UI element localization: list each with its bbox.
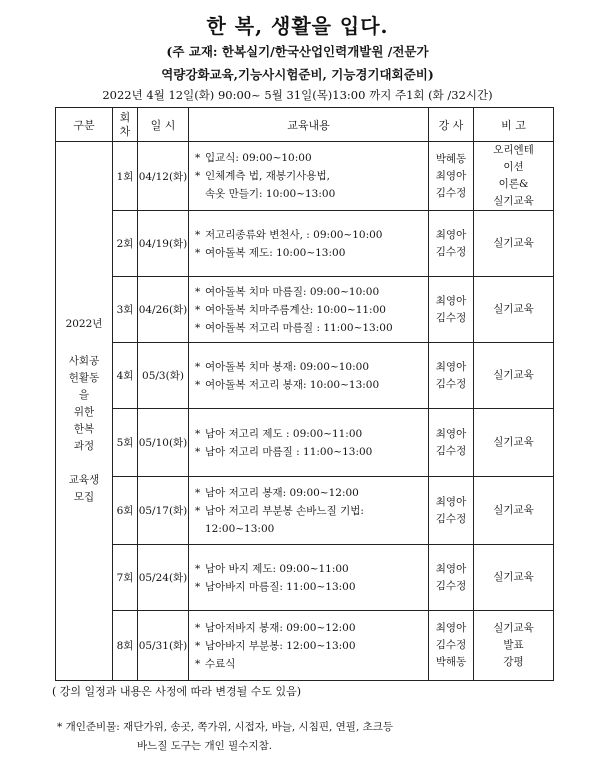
content-item-text: 남아바지 마름질: 11:00~13:00 <box>205 580 356 593</box>
content-list <box>195 484 428 538</box>
bullet-icon: * <box>195 321 201 334</box>
session-cell: 2회 <box>113 211 138 277</box>
content-item-text: 남아 저고리 부분봉 손바느질 기법: <box>205 504 364 517</box>
content-item <box>195 484 428 502</box>
remarks-line: 이션 <box>503 161 524 173</box>
content-item-text: 남아 저고리 제도 : 09:00~11:00 <box>205 427 363 440</box>
instructor-cell <box>429 611 474 681</box>
instructor-name: 최영아 <box>435 427 467 440</box>
content-cell <box>189 343 429 409</box>
bullet-icon: * <box>195 246 201 259</box>
content-cell <box>189 477 429 545</box>
content-item <box>195 520 428 538</box>
content-list <box>195 560 428 596</box>
instructor-name: 최영아 <box>435 228 467 241</box>
content-cell <box>189 545 429 611</box>
content-item-text: 여아돌복 저고리 봉재: 10:00~13:00 <box>205 378 380 391</box>
remarks-cell <box>474 142 554 211</box>
category-line: 헌활동 <box>68 372 100 384</box>
schedule-change-note: ( 강의 일정과 내용은 사정에 따라 변경될 수도 있음) <box>52 685 302 698</box>
header-remarks: 비 고 <box>474 108 554 142</box>
content-item-text: 여아돌복 제도: 10:00~13:00 <box>205 246 346 259</box>
header-category: 구분 <box>56 108 113 142</box>
bullet-icon: * <box>195 504 201 517</box>
bullet-icon: * <box>195 486 201 499</box>
session-cell: 5회 <box>113 409 138 477</box>
content-list <box>195 425 428 461</box>
content-cell <box>189 142 429 211</box>
date-cell: 05/31(화) <box>138 611 189 681</box>
category-line: 2022년 <box>65 318 103 330</box>
content-item <box>195 637 428 655</box>
content-item-text: 여아돌복 저고리 마름질 : 11:00~13:00 <box>205 321 393 334</box>
table-row <box>56 611 554 681</box>
instructor-cell <box>429 545 474 611</box>
content-item-text: 12:00~13:00 <box>205 522 275 535</box>
schedule-table <box>55 107 554 681</box>
remarks-cell <box>474 211 554 277</box>
table-row <box>56 343 554 409</box>
bullet-icon: * <box>195 580 201 593</box>
content-item-text: 여아돌복 치마 마름질: 09:00~10:00 <box>205 285 380 298</box>
date-cell: 05/10(화) <box>138 409 189 477</box>
session-cell: 3회 <box>113 277 138 343</box>
content-item-text: 입교식: 09:00~10:00 <box>205 152 312 164</box>
content-item <box>195 319 428 337</box>
category-line: 과정 <box>73 440 95 452</box>
content-item <box>195 560 428 578</box>
bullet-icon: * <box>195 657 201 670</box>
table-row <box>56 545 554 611</box>
remarks-line: 실기교육 <box>493 436 534 448</box>
content-cell <box>189 611 429 681</box>
header-instructor: 강 사 <box>429 108 474 142</box>
content-item-text: 남아 바지 제도: 09:00~11:00 <box>205 562 349 575</box>
bullet-icon: * <box>195 427 201 440</box>
table-header-row <box>56 108 554 142</box>
category-line: 사회공 <box>68 355 100 367</box>
bullet-icon: * <box>195 170 201 182</box>
content-item-text: 남아바지 부분봉: 12:00~13:00 <box>205 639 356 652</box>
category-line <box>56 455 112 472</box>
supplies-line-2: 바느질 도구는 개인 필수지참. <box>137 740 273 752</box>
remarks-line: 실기교육 <box>493 369 534 381</box>
instructor-cell <box>429 142 474 211</box>
content-cell <box>189 409 429 477</box>
remarks-line: 실기교육 <box>493 237 534 249</box>
content-list <box>195 358 428 394</box>
bullet-icon: * <box>195 639 201 652</box>
bullet-icon: * <box>195 228 201 241</box>
bullet-icon: * <box>195 285 201 298</box>
bullet-icon: * <box>195 621 201 634</box>
instructor-cell <box>429 477 474 545</box>
category-line: 교육생 <box>68 474 100 486</box>
instructor-cell <box>429 343 474 409</box>
instructor-name: 최영아 <box>435 294 467 307</box>
table-row <box>56 277 554 343</box>
session-cell: 4회 <box>113 343 138 409</box>
instructor-name: 최영아 <box>435 169 467 182</box>
remarks-line: 실기교육 <box>493 195 534 207</box>
table-row <box>56 409 554 477</box>
content-item <box>195 185 428 203</box>
content-item <box>195 301 428 319</box>
bullet-icon: * <box>195 378 201 391</box>
content-item-text: 속옷 만들기: 10:00~13:00 <box>205 188 336 200</box>
instructor-name: 김수정 <box>435 186 467 199</box>
header-date: 일 시 <box>138 108 189 142</box>
table-row <box>56 477 554 545</box>
content-item <box>195 283 428 301</box>
content-item <box>195 443 428 461</box>
content-item-text: 저고리종류와 변천사, : 09:00~10:00 <box>205 228 383 241</box>
table-row <box>56 142 554 211</box>
bullet-icon: * <box>195 562 201 575</box>
content-list <box>195 619 428 673</box>
content-item-text: 남아저바지 봉재: 09:00~12:00 <box>205 621 356 634</box>
content-item-text: 남아 저고리 마름질 : 11:00~13:00 <box>205 445 373 458</box>
bullet-icon: * <box>195 360 201 373</box>
supplies-note <box>57 718 393 756</box>
instructor-cell <box>429 211 474 277</box>
date-cell: 04/26(화) <box>138 277 189 343</box>
date-cell: 05/24(화) <box>138 545 189 611</box>
instructor-name: 최영아 <box>435 360 467 373</box>
bullet-icon: * <box>195 152 201 164</box>
remarks-line: 실기교육 <box>493 303 534 315</box>
session-cell: 8회 <box>113 611 138 681</box>
content-item-text: 여아돌복 치마주름계산: 10:00~11:00 <box>205 303 386 316</box>
remarks-cell <box>474 611 554 681</box>
date-cell: 05/3(화) <box>138 343 189 409</box>
content-item <box>195 376 428 394</box>
remarks-line: 실기교육 <box>493 571 534 583</box>
category-line <box>56 333 112 353</box>
remarks-line: 실기교육 <box>493 504 534 516</box>
session-cell: 1회 <box>113 142 138 211</box>
instructor-name: 김수정 <box>435 377 467 390</box>
bullet-icon: * <box>195 303 201 316</box>
content-list <box>195 283 428 337</box>
remarks-cell <box>474 545 554 611</box>
content-list <box>195 149 428 203</box>
content-item <box>195 578 428 596</box>
instructor-name: 김수정 <box>435 311 467 324</box>
content-item-text: 남아 저고리 봉재: 09:00~12:00 <box>205 486 359 499</box>
instructor-name: 최영아 <box>435 562 467 575</box>
subtitle-textbook: (주 교재: 한복실기/한국산업인력개발원 /전문가 <box>166 44 429 59</box>
session-cell: 6회 <box>113 477 138 545</box>
category-line: 한복 <box>73 423 95 435</box>
category-line: 을 <box>78 389 90 401</box>
content-item <box>195 167 428 185</box>
content-item <box>195 149 428 167</box>
instructor-name: 최영아 <box>435 495 467 508</box>
content-item-text: 수료식 <box>205 657 236 670</box>
content-item-text: 여아돌복 치마 봉재: 09:00~10:00 <box>205 360 370 373</box>
page-title: 한 복, 생활을 입다. <box>206 14 389 38</box>
content-item <box>195 226 428 244</box>
header-content: 교육내용 <box>189 108 429 142</box>
schedule-dates: 2022년 4월 12일(화) 90:00~ 5월 31일(목)13:00 까지 주1회 (화 /32시간) <box>102 88 493 102</box>
content-item-text: 인체계측 법, 재봉기사용법, <box>205 170 330 182</box>
session-cell: 7회 <box>113 545 138 611</box>
remarks-line: 강평 <box>503 656 524 668</box>
content-item <box>195 619 428 637</box>
remarks-cell <box>474 277 554 343</box>
content-cell <box>189 277 429 343</box>
instructor-name: 박해동 <box>435 656 467 668</box>
date-cell: 04/19(화) <box>138 211 189 277</box>
remarks-line: 실기교육 <box>493 622 534 634</box>
instructor-name: 김수정 <box>435 444 467 457</box>
instructor-cell <box>429 409 474 477</box>
instructor-name: 김수정 <box>435 245 467 258</box>
instructor-name: 박혜동 <box>435 152 467 165</box>
instructor-name: 최영아 <box>435 622 467 634</box>
table-row <box>56 211 554 277</box>
content-item <box>195 425 428 443</box>
content-item <box>195 358 428 376</box>
category-cell <box>56 142 113 681</box>
remarks-cell <box>474 343 554 409</box>
date-cell: 05/17(화) <box>138 477 189 545</box>
content-item <box>195 502 428 520</box>
subtitle-purpose: 역량강화교육,기능사시험준비, 기능경기대회준비) <box>161 67 434 82</box>
header-session: 회 차 <box>113 108 138 142</box>
content-cell <box>189 211 429 277</box>
remarks-cell <box>474 409 554 477</box>
remarks-line: 오리엔테 <box>493 144 534 156</box>
instructor-name: 김수정 <box>435 639 467 651</box>
instructor-name: 김수정 <box>435 579 467 592</box>
remarks-line: 이론& <box>498 178 529 190</box>
date-cell: 04/12(화) <box>138 142 189 211</box>
bullet-icon: * <box>195 445 201 458</box>
category-line: 위한 <box>73 406 95 418</box>
content-item <box>195 244 428 262</box>
instructor-cell <box>429 277 474 343</box>
content-item <box>195 655 428 673</box>
instructor-name: 김수정 <box>435 512 467 525</box>
supplies-line-1: * 개인준비물: 재단가위, 송곳, 쪽가위, 시접자, 바늘, 시침핀, 연필, 초크등 <box>57 721 394 733</box>
remarks-cell <box>474 477 554 545</box>
content-list <box>195 226 428 262</box>
category-line: 모집 <box>73 491 95 503</box>
remarks-line: 발표 <box>503 639 524 651</box>
